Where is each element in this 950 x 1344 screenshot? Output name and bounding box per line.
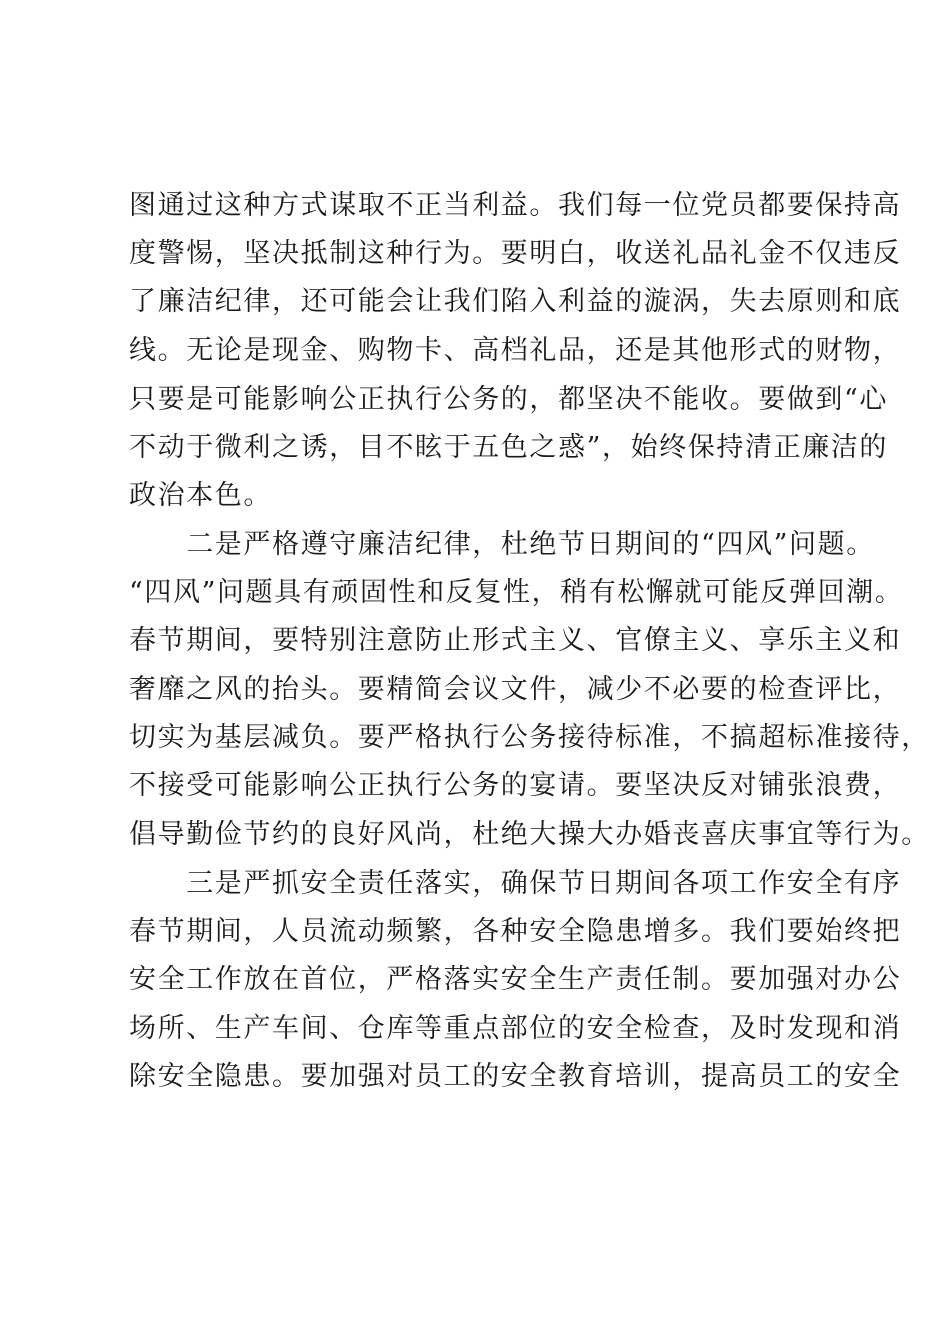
text-line: 春节期间，要特别注意防止形式主义、官僚主义、享乐主义和 [129, 625, 902, 656]
text-line: 奢靡之风的抬头。要精简会议文件，减少不必要的检查评比， [129, 674, 902, 705]
text-line: 不动于微利之诱，目不眩于五色之惑”，始终保持清正廉洁的 [129, 432, 889, 463]
text-line: 场所、生产车间、仓库等重点部位的安全检查，及时发现和消 [129, 1013, 902, 1044]
text-line: 图通过这种方式谋取不正当利益。我们每一位党员都要保持高 [129, 190, 902, 221]
text-line: 切实为基层减负。要严格执行公务接待标准，不搞超标准接待， [129, 722, 930, 753]
paragraph-start-line: 三是严抓安全责任落实，确保节日期间各项工作安全有序 [129, 868, 902, 899]
paragraph-start-line: 二是严格遵守廉洁纪律，杜绝节日期间的“四风”问题。 [129, 529, 875, 560]
text-line: 倡导勤俭节约的良好风尚，杜绝大操大办婚丧喜庆事宜等行为。 [129, 819, 930, 850]
text-line: 度警惕，坚决抵制这种行为。要明白，收送礼品礼金不仅违反 [129, 238, 902, 269]
text-line: 春节期间，人员流动频繁，各种安全隐患增多。我们要始终把 [129, 916, 902, 947]
text-line: 安全工作放在首位，严格落实安全生产责任制。要加强对办公 [129, 964, 902, 995]
text-line: 只要是可能影响公正执行公务的，都坚决不能收。要做到“心 [129, 384, 889, 415]
text-line: “四风”问题具有顽固性和反复性，稍有松懈就可能反弹回潮。 [129, 577, 904, 608]
text-line: 线。无论是现金、购物卡、高档礼品，还是其他形式的财物， [129, 335, 902, 366]
text-line: 除安全隐患。要加强对员工的安全教育培训，提高员工的安全 [129, 1061, 902, 1092]
text-line: 了廉洁纪律，还可能会让我们陷入利益的漩涡，失去原则和底 [129, 286, 902, 317]
text-line: 政治本色。 [129, 480, 272, 511]
text-line: 不接受可能影响公正执行公务的宴请。要坚决反对铺张浪费， [129, 770, 902, 801]
